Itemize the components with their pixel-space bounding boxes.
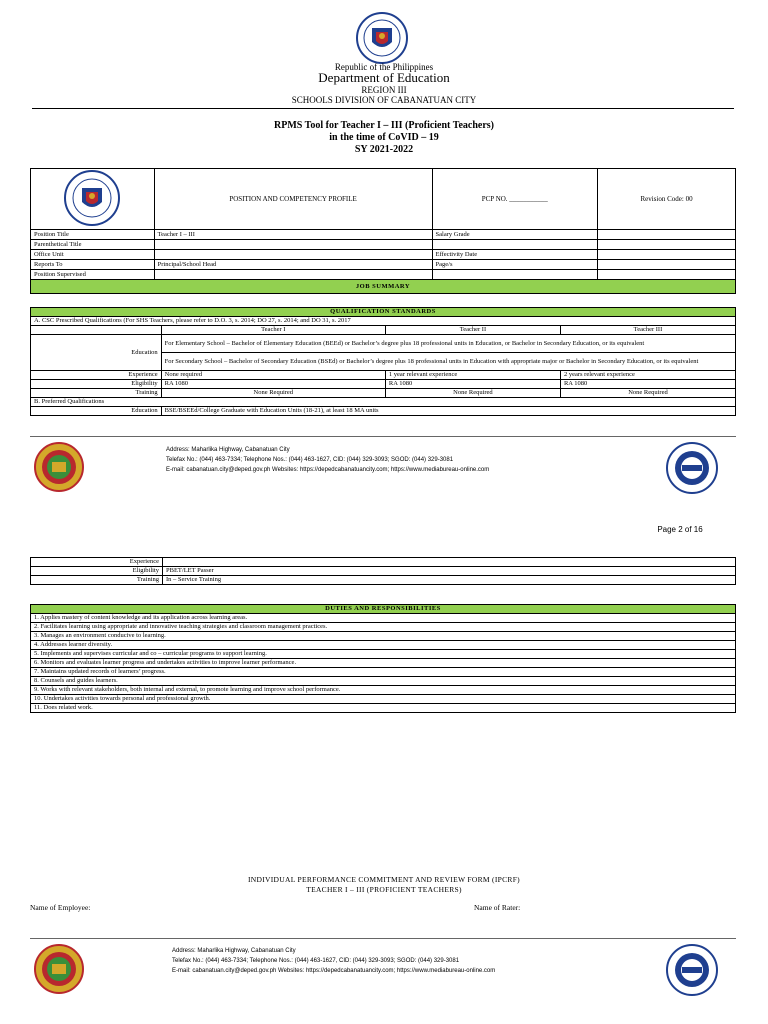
profile-row-label: Office Unit xyxy=(31,250,155,260)
profile-row-label: Position Title xyxy=(31,230,155,240)
training-label: Training xyxy=(31,389,162,398)
ipcrf-title xyxy=(0,875,768,895)
footer-divider-top xyxy=(30,436,736,437)
footer-block xyxy=(166,445,646,475)
col-teacher-3: Teacher III xyxy=(560,326,735,335)
qualification-table xyxy=(30,307,736,416)
footer-block xyxy=(172,946,652,976)
region-line: REGION III xyxy=(361,85,407,95)
pref-row-label: Training xyxy=(31,576,163,585)
profile-row-label2 xyxy=(432,240,598,250)
pref-row-value: PBET/LET Passer xyxy=(163,567,736,576)
division-logo xyxy=(34,442,84,492)
col-teacher-2: Teacher II xyxy=(385,326,560,335)
education-label: Education xyxy=(31,335,162,371)
footer-email: E-mail: cabanatuan.city@deped.gov.ph Websites: https://depedcabanatuancity.com; https://www.mediabureau-online.com xyxy=(172,968,496,974)
duty-item: 7. Maintains updated records of learners’ progress. xyxy=(31,668,736,677)
profile-logo-cell xyxy=(31,169,155,230)
duty-item: 9. Works with relevant stakeholders, both internal and external, to promote learning and improve school performance. xyxy=(31,686,736,695)
duty-item: 2. Facilitates learning using appropriate and innovative teaching strategies and classroom management practices. xyxy=(31,623,736,632)
ipcrf-line-1: INDIVIDUAL PERFORMANCE COMMITMENT AND REVIEW FORM (IPCRF) xyxy=(248,875,520,884)
csc-label: A. CSC Prescribed Qualifications (For SHS Teachers, please refer to D.O. 3, s. 2014; DO 27, s. 2014; and DO 31, s. 2017 xyxy=(31,317,736,326)
rater-name-label: Name of Rater: xyxy=(474,903,521,912)
qualification-header: QUALIFICATION STANDARDS xyxy=(31,308,736,317)
footer-telefax: Telefax No.: (044) 463-7334; Telephone Nos.: (044) 463-1627, CID: (044) 329-3093; SGOD: (044) 329-3081 xyxy=(172,958,460,964)
profile-row-label: Reports To xyxy=(31,260,155,270)
republic-line: Republic of the Philippines xyxy=(334,62,434,72)
document-title xyxy=(0,120,768,156)
profile-row-value2 xyxy=(598,260,736,270)
header-divider xyxy=(32,108,734,109)
duty-item: 10. Undertakes activities towards personal and professional growth. xyxy=(31,695,736,704)
footer-address: Address: Maharlika Highway, Cabanatuan City xyxy=(172,948,296,954)
experience-t1: None required xyxy=(161,371,385,380)
page-number: Page 2 of 16 xyxy=(657,525,703,534)
profile-row-value2 xyxy=(598,240,736,250)
profile-row-value2 xyxy=(598,250,736,260)
footer-telefax: Telefax No.: (044) 463-7334; Telephone Nos.: (044) 463-1627, CID: (044) 329-3093; SGOD: (044) 329-3081 xyxy=(166,457,454,463)
job-summary-band: JOB SUMMARY xyxy=(31,280,736,294)
pref-row-label: Eligibility xyxy=(31,567,163,576)
duty-item: 6. Monitors and evaluates learner progress and undertakes activities to improve learner performance. xyxy=(31,659,736,668)
deped-seal-icon xyxy=(63,170,121,226)
profile-header-label: POSITION AND COMPETENCY PROFILE xyxy=(154,169,432,230)
duty-item: 1. Applies mastery of content knowledge and its application across learning areas. xyxy=(31,614,736,623)
ipcrf-line-2: TEACHER I – III (PROFICIENT TEACHERS) xyxy=(306,885,462,894)
revision-code: Revision Code: 00 xyxy=(598,169,736,230)
eligibility-t1: RA 1080 xyxy=(161,380,385,389)
division-line: SCHOOLS DIVISION OF CABANATUAN CITY xyxy=(291,95,477,105)
eligibility-t2: RA 1080 xyxy=(385,380,560,389)
profile-row-value xyxy=(154,250,432,260)
footer-address: Address: Maharlika Highway, Cabanatuan City xyxy=(166,447,290,453)
department-line: Department of Education xyxy=(318,70,450,85)
preferred-label: B. Preferred Qualifications xyxy=(31,398,736,407)
title-line-3: SY 2021-2022 xyxy=(354,144,414,155)
pref-row-value xyxy=(163,558,736,567)
training-t1: None Required xyxy=(161,389,385,398)
experience-t3: 2 years relevant experience xyxy=(560,371,735,380)
deped-seal xyxy=(354,12,410,64)
training-t2: None Required xyxy=(385,389,560,398)
duty-item: 8. Counsels and guides learners. xyxy=(31,677,736,686)
eligibility-label: Eligibility xyxy=(31,380,162,389)
title-line-1: RPMS Tool for Teacher I – III (Proficient Teachers) xyxy=(274,120,494,131)
duty-item: 4. Addresses learner diversity. xyxy=(31,641,736,650)
profile-table xyxy=(30,168,736,294)
division-logo xyxy=(34,944,84,994)
iso-cert-logo xyxy=(664,944,720,996)
education-secondary: For Secondary School – Bachelor of Secondary Education (BSEd) or Bachelor’s degree plus 18 professional units in Education with appropriate major or Bachelor in Secondary Education, or its equivalent xyxy=(161,353,735,371)
training-t3: None Required xyxy=(560,389,735,398)
profile-row-label: Parenthetical Title xyxy=(31,240,155,250)
profile-row-label2: Page/s xyxy=(432,260,598,270)
eligibility-t3: RA 1080 xyxy=(560,380,735,389)
profile-row-value: Teacher I – III xyxy=(154,230,432,240)
footer-email: E-mail: cabanatuan.city@deped.gov.ph Websites: https://depedcabanatuancity.com; https://www.mediabureau-online.com xyxy=(166,467,490,473)
title-line-2: in the time of CoVID – 19 xyxy=(329,132,439,143)
duties-table xyxy=(30,604,736,713)
profile-row-label: Position Supervised xyxy=(31,270,155,280)
iso-cert-logo xyxy=(664,442,720,494)
duty-item: 5. Implements and supervises curricular and co – curricular programs to support learning. xyxy=(31,650,736,659)
profile-row-value xyxy=(154,270,432,280)
experience-label: Experience xyxy=(31,371,162,380)
profile-row-label2: Salary Grade xyxy=(432,230,598,240)
col-teacher-1: Teacher I xyxy=(161,326,385,335)
education-elementary: For Elementary School – Bachelor of Elementary Education (BEEd) or Bachelor’s degree plus 18 professional units in Education, or Bachelor in Secondary Education, or its equivalent xyxy=(161,335,735,353)
pref-row-label: Experience xyxy=(31,558,163,567)
pref-row-value: In – Service Training xyxy=(163,576,736,585)
duty-item: 3. Manages an environment conducive to learning. xyxy=(31,632,736,641)
blank-cell xyxy=(31,326,162,335)
profile-row-value2 xyxy=(598,270,736,280)
profile-row-label2 xyxy=(432,270,598,280)
pref-education-label: Education xyxy=(31,407,162,416)
pref-education-value: BSE/BSEEd/College Graduate with Education Units (18-21), at least 18 MA units xyxy=(161,407,735,416)
profile-row-value: Principal/School Head xyxy=(154,260,432,270)
duty-item: 11. Does related work. xyxy=(31,704,736,713)
profile-row-label2: Effectivity Date xyxy=(432,250,598,260)
profile-row-value xyxy=(154,240,432,250)
profile-row-value2 xyxy=(598,230,736,240)
employee-name-label: Name of Employee: xyxy=(30,903,91,912)
duties-header: DUTIES AND RESPONSIBILITIES xyxy=(31,605,736,614)
preferred-cont-table xyxy=(30,557,736,585)
footer-divider-bottom xyxy=(30,938,736,939)
pcp-no: PCP NO. ___________ xyxy=(432,169,598,230)
experience-t2: 1 year relevant experience xyxy=(385,371,560,380)
